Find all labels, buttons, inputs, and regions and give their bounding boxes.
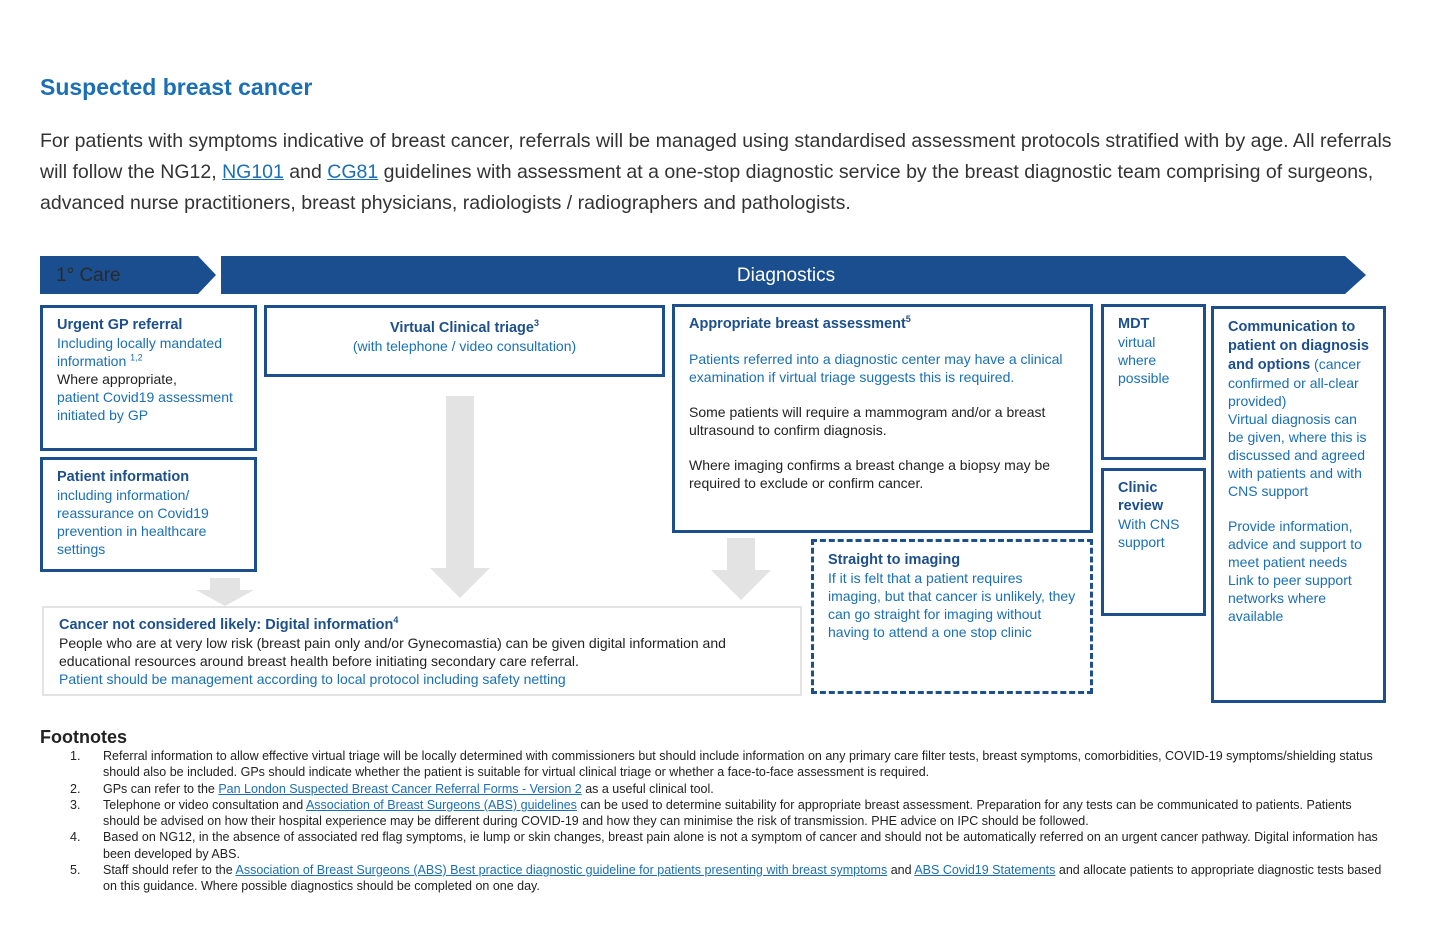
breast-assessment-para-3: Where imaging confirms a breast change a biopsy may be required to exclude or confirm cancer. <box>689 457 1051 491</box>
cancer-unlikely-heading <box>59 616 785 634</box>
urgent-gp-covid-assessment: patient Covid19 assessment initiated by GP <box>57 389 233 423</box>
urgent-gp-footnote-ref: 1,2 <box>130 352 143 363</box>
communication-body-4: Link to peer support networks where available <box>1228 572 1352 624</box>
arrow-triage-down <box>430 396 490 598</box>
footnote-item <box>70 862 1390 895</box>
clinic-review-heading: Clinic review <box>1118 480 1164 514</box>
mdt-heading: MDT <box>1118 316 1150 332</box>
ng101-link[interactable]: NG101 <box>222 161 284 183</box>
breast-assessment-heading <box>689 315 1076 333</box>
footnote-text: can be used to determine suitability for appropriate breast assessment. Preparation for any tests can be communicated to patients. Patients should be advised on how their hospital experience may be different during COVID-19 and how they can minimise the risk of transmission. PHE advice on IPC should be followed. <box>103 797 1352 829</box>
intro-text-1: For patients with symptoms indicative of breast cancer, referrals will be managed using standardised assessment protocols stratified with by age. All referrals will follow the NG12, <box>40 130 1392 183</box>
cancer-unlikely-note: Patient should be management according to local protocol including safety netting <box>59 671 566 687</box>
footnotes-heading: Footnotes <box>40 727 127 747</box>
patient-information-heading: Patient information <box>57 469 190 485</box>
cg81-link[interactable]: CG81 <box>327 161 379 183</box>
intro-text-3: guidelines with assessment at a one-stop diagnostic service by the breast diagnostic team comprising of surgeons, advanced nurse practitioners, breast physicians, radiologists / radiographers and pathologists. <box>40 161 1374 214</box>
breast-assessment-para-2: Some patients will require a mammogram and/or a breast ultrasound to confirm diagnosis. <box>689 404 1046 438</box>
mdt-body: virtual where possible <box>1118 334 1170 386</box>
footnote-number: 5. <box>70 863 81 878</box>
cancer-unlikely-body: People who are at very low risk (breast pain only and/or Gynecomastia) can be given digital information and educational resources around breast health before initiating secondary care referral. <box>59 635 726 669</box>
footnote-number: 2. <box>70 781 81 796</box>
footnote-number: 1. <box>70 749 81 763</box>
communication-body-2: Virtual diagnosis can be given, where this is discussed and agreed with patients and with CNS support <box>1228 411 1367 499</box>
urgent-gp-referral-heading: Urgent GP referral <box>57 317 183 333</box>
primary-care-banner-label: 1° Care <box>56 265 121 286</box>
footnote-text: GPs can refer to the <box>103 781 219 796</box>
virtual-triage-sub: (with telephone / video consultation) <box>352 338 577 354</box>
intro-text-2: and <box>283 161 328 183</box>
footnote-item <box>70 748 1390 781</box>
footnote-text: Telephone or video consultation and <box>103 797 306 812</box>
communication-box <box>1211 306 1386 703</box>
breast-assessment-footnote-ref: 5 <box>905 314 911 325</box>
footnote-item <box>70 829 1390 862</box>
straight-to-imaging-body: If it is felt that a patient requires imaging, but that cancer is unlikely, they can go straight for imaging without having to attend a one stop clinic <box>828 570 1076 640</box>
patient-information-box <box>40 457 257 572</box>
virtual-triage-box <box>264 305 665 377</box>
page-title: Suspected breast cancer <box>40 74 313 100</box>
footnotes-list <box>70 748 1390 895</box>
clinic-review-box <box>1101 468 1206 616</box>
communication-body-1: (cancer confirmed or all-clear provided) <box>1228 356 1361 409</box>
footnote-item <box>70 781 1390 797</box>
cancer-unlikely-box <box>42 606 802 696</box>
communication-body-3: Provide information, advice and support to meet patient needs <box>1228 518 1362 570</box>
footnote-item <box>70 797 1390 830</box>
diagnostics-banner-label: Diagnostics <box>736 265 836 286</box>
abs-guidelines-link[interactable]: Association of Breast Surgeons (ABS) guidelines <box>305 797 577 812</box>
breast-assessment-heading-text: Appropriate breast assessment <box>689 316 906 332</box>
virtual-triage-heading <box>281 319 648 337</box>
footnote-text: and <box>887 863 915 878</box>
urgent-gp-info-text: Including locally mandated information <box>57 335 222 369</box>
abs-best-practice-link[interactable]: Association of Breast Surgeons (ABS) Best practice diagnostic guideline for patients presenting with breast symptoms <box>235 863 888 878</box>
footnote-number: 4. <box>70 830 81 845</box>
patient-information-body: including information/ reassurance on Covid19 prevention in healthcare settings <box>57 487 209 557</box>
urgent-gp-referral-box <box>40 305 257 451</box>
cancer-unlikely-footnote-ref: 4 <box>393 615 399 626</box>
virtual-triage-heading-text: Virtual Clinical triage <box>390 320 534 336</box>
communication-intro <box>1228 317 1369 410</box>
referral-forms-link[interactable]: Pan London Suspected Breast Cancer Referral Forms - Version 2 <box>218 781 582 796</box>
footnote-text: Based on NG12, in the absence of associated red flag symptoms, ie lump or skin changes, breast pain alone is not a symptom of cancer and should not be automatically referred on an urgent cancer pathway. Digital information has been developed by ABS. <box>103 830 1378 861</box>
straight-to-imaging-heading: Straight to imaging <box>828 552 961 568</box>
arrow-care-down <box>196 578 254 606</box>
arrow-assessment-down <box>711 538 771 600</box>
footnote-number: 3. <box>70 797 81 812</box>
breast-assessment-para-1: Patients referred into a diagnostic center may have a clinical examination if virtual triage suggests this is required. <box>689 351 1063 385</box>
footnote-text: as a useful clinical tool. <box>581 781 714 796</box>
clinic-review-body: With CNS support <box>1118 516 1180 550</box>
abs-covid19-statements-link[interactable]: ABS Covid19 Statements <box>914 863 1056 878</box>
footnote-text: Staff should refer to the <box>103 863 236 878</box>
cancer-unlikely-heading-text: Cancer not considered likely: Digital information <box>59 617 394 633</box>
urgent-gp-where-appropriate: Where appropriate, <box>57 371 177 387</box>
virtual-triage-footnote-ref: 3 <box>533 318 539 329</box>
urgent-gp-referral-info <box>57 334 240 370</box>
communication-heading: Communication to patient on diagnosis and options <box>1228 319 1369 373</box>
straight-to-imaging-box <box>811 539 1093 694</box>
footnote-text: and allocate patients to appropriate diagnostic tests based on this guidance. Where possible diagnostics should be completed on one day. <box>103 863 1382 894</box>
footnote-text: Referral information to allow effective virtual triage will be locally determined with commissioners but should include information on any primary care filter tests, breast symptoms, comorbidities, COVID-19 symptoms/shielding status should also be included. GPs should indicate whether the patient is suitable for virtual clinical triage or whether a face-to-face assessment is required. <box>103 749 1373 780</box>
mdt-box <box>1101 304 1206 460</box>
breast-assessment-box <box>672 304 1093 533</box>
intro-paragraph <box>40 126 1410 219</box>
